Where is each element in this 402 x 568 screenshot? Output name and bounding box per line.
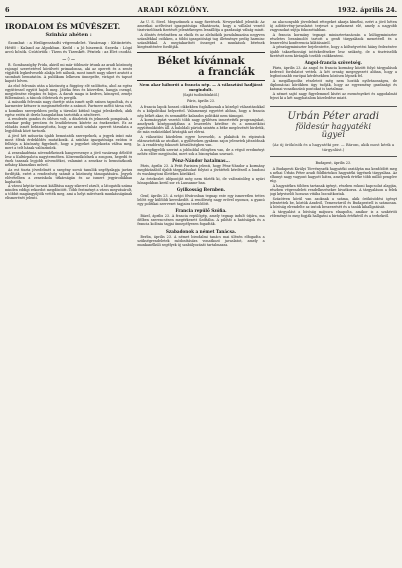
handwritten-headline bbox=[270, 106, 397, 158]
handwritten-line-2: földesúr hagyatéki bbox=[295, 121, 372, 131]
article-paragraph: A második felvonás nagy duettje után ismét nyílt színen tapsoltak, és a karmester kétszer is megismételtette a számot. Partnere méltó társa volt, a komikus szerepekben pedig a társulat kitűnő tagjai jeleskedtek, akik egész estén át derűs hangulatban tartották a nézőteret. bbox=[5, 100, 133, 117]
article-paragraph: A német sajtó nagy figyelemmel kíséri az eseményeket és aggodalmát fejezi ki a két nagyhatalom közeledése miatt. bbox=[269, 91, 397, 100]
article-paragraph: A jövő hét műsorán újabb bemutatók szerepelnek, a jegyek iránt már most élénk érdeklődés mutatkozik. A színház igazgatósága ezúton is felhívja a közönség figyelmét, hogy a jegyeket idejekorán váltsa meg, mert a telt házak valószínűek. bbox=[5, 134, 133, 151]
article-paragraph: A hagyatékra többen tartanak igényt, részben rokoni kapcsolat alapján, részben végrendeleti rendelkezésekre hivatkozva. A tárgyaláson a felek jogi képviselői hosszas vitába bocsátkoztak. bbox=[269, 184, 397, 197]
article-paragraph: A városi képtár tavaszi kiállítása nagy sikerrel zárult, a látogatók száma minden eddigi rekordot megdöntött. Több festményt a város megvásárolt, a többit magángyűjtők vették meg, ami a helyi művészek munkásságának elismerését jelenti. bbox=[5, 184, 133, 201]
article-paragraph: A francia lapok hosszú cikkekben foglalkoznak a közelgő választásokkal és a külpolitikai helyzettel. Valamennyi egyetért abban, hogy a francia nép békét akar, és semmiféle kalandos politikát nem támogat. bbox=[137, 105, 265, 118]
column-1 bbox=[5, 20, 132, 568]
article-deck: Nem akar háborút a francia nép. — A választási hadjárat megindult. bbox=[139, 81, 263, 92]
subheading: Gyilkosság Bernben. bbox=[176, 187, 226, 193]
theatre-program: Szombat : a Heiligenstadti végrendelet. Vasárnap : Kitüntetés. Hétfő : Kaland az Alpokban. Kedd : a Jó hiszemű. Szerda : Lógó arcú hősök. Csütörtök : Tízen és Tizenkét. Péntek : az Élet csodái. bbox=[5, 40, 133, 55]
subheading: Francia repülő Szófia. bbox=[175, 207, 227, 213]
article-byline: (Saját tudósítónktól.) bbox=[182, 93, 220, 98]
article-paragraph: Az első felvonás után a közönség a függöny elé szólította, ahol az egész együttessel együtt hajolt meg. Játéka friss és közvetlen, hangja csengő, megjelenése elegáns és bájos. A darab maga is kedves, könnyed, zenéje fülbemászó, a táncok ötletesek és pergők. bbox=[5, 83, 133, 100]
article-paragraph: Az U. S. Steel. Megszűnnek a nagy fizetések. Newyorkból jelentik: Az amerikai acéltröszt igazgatósága elhatározta, hogy a vállalat vezető tisztviselőinek fizetését jelentékenyen leszállítja a gazdasági válság miatt. bbox=[137, 20, 265, 33]
article-paragraph: A megfigyelők szerint a jobboldal előnyben van, de a végső eredményt nehéz előre megjósolni, mert sok a bizonytalan szavazó. bbox=[137, 147, 265, 156]
article-paragraph: B. Gombaszögby Frida, akiről mi már többször írtunk az aradi közönség rajongó szeretetével körülvett primadonna, aki az operett és a zenés vígjáték legkedvesebb alakja lett nálunk, most ismét nagy sikert aratott a szombati bemutatón. A publikum lelkesen ünnepelte, virágot és tapsot kapott bőven. bbox=[5, 62, 133, 84]
subheading: Angol-francia szövetség. bbox=[304, 59, 363, 65]
subheading: Pénz-Nándor hatalmas... bbox=[172, 157, 230, 163]
article-dateline: Budapest, április 23. bbox=[315, 161, 352, 166]
article-paragraph: A pénzügyminiszter bejelentette, hogy a költségvetési hiány fedezésére újabb takarékossági intézkedésekre lesz szükség, de a tisztviselők fizetését nem kívánják tovább csökkenteni. bbox=[269, 45, 397, 58]
article-paragraph: A választási küzdelem egyre hevesebb, a plakátok és röpiratok elárasztották az utcákat, a gyűléseken gyakran zajos jelenetek játszódnak le. A rendőrség fokozott készültségben van. bbox=[137, 134, 265, 148]
column-3 bbox=[270, 20, 397, 568]
handwritten-deck: (Az új örökösök és a hagyatéki per. — Bárom, akik most kérik a tárgyalást.) bbox=[272, 142, 395, 153]
article-paragraph: Az értekezlet időpontját még nem tűzték ki, de valószínűleg a nyári hónapokban kerül sor rá Lausanne-ban. bbox=[137, 177, 265, 186]
article-paragraph: A rendezés gondos és ízléses volt, a díszletek és jelmezek pompásak, a zenekar pedig precízen és lendületesen kísérte az énekeseket. Ez az előadás ismét bebizonyította, hogy az aradi színház operett társulata a legjobbak közé tartozik. bbox=[5, 117, 133, 134]
article-paragraph: A döntés értelmében az elnök és az alelnökök javadalmazása negyven százalékkal csökken, a többi igazgatósági tag illetménye pedig harminc százalékkal. A megtakarított összeget a munkások bérének kiegészítésére fordítják. bbox=[137, 32, 265, 49]
headline-line-1: Béket kívánnak bbox=[157, 55, 245, 67]
masthead-title: ARADI KÖZLÖNY. bbox=[137, 5, 210, 14]
page-number: 6 bbox=[5, 5, 10, 14]
article-paragraph: Páris, április 23. A Petit Parisien jelenti, hogy Pénz-Nándor a kormány megbízásából újabb tárgyalásokat folytat a jóvátételi kérdésről a londoni és washingtoni illetékes körökkel. bbox=[137, 164, 265, 177]
headline-block bbox=[137, 52, 264, 81]
article-paragraph: A zeneakadémia növendékeinek hangversenye a jövő vasárnap délelőtt lesz a Kultúrpalota nagytermében. Közreműködnek a zongora, hegedű és ének tanszak legjobb növendékei, valamint a zenekar is bemutatkozik néhány klasszikus művel. bbox=[5, 150, 133, 167]
article-paragraph: az alacsonyabb jövedelmű rétegeket akarja kímélni, ezért a jövő héten új adótörvény-javaslatot terjeszt a parlament elé, amely a nagyobb vagyonokat sújtja fokozottabban. bbox=[269, 20, 397, 33]
article-paragraph: A francia kormány tegnapi minisztertanácsán a külügyminiszter részletes beszámolót tartott a genfi tárgyalások menetéről és a leszerelési konferencia kilátásairól. bbox=[269, 32, 397, 45]
article-paragraph: A kormánypárt vezetői több nagy gyűlésen ismertették programjukat, amelynek középpontjában a leszerelés kérdése és a nemzetközi együttműködés áll. A baloldali pártok szintén a béke megőrzését hirdetik, de más eszközökkel kívánják azt elérni. bbox=[137, 118, 265, 135]
issue-date: 1932. április 24. bbox=[337, 5, 397, 14]
article-paragraph: Az est tiszta jövedelmét a szegény sorsú tanulók segélyalapja javára fordítják, ezért a rendezőség számít a közönség támogatására. Jegyek elővételben a zeneiskola titkárságán és az ismert jegyirodákban kaphatók. bbox=[5, 167, 133, 184]
article-dateline: Páris, április 23. bbox=[186, 99, 215, 104]
columns bbox=[5, 20, 397, 568]
article-paragraph: A megállapodás részleteit még nem hozták nyilvánosságra, de diplomáciai körökben úgy tudják, hogy az egyezmény gazdasági és katonai vonatkozású pontokat is tartalmaz. bbox=[269, 78, 397, 91]
article-paragraph: A Budapesti Királyi Törvényszék hagyatéki osztályán ma kezdődött meg a néhai Urbán Péter aradi földbirtokos hagyatéki ügyének tárgyalása. Az elhunyt nagy vagyont hagyott hátra, amelynek értéke több millió pengőre rúg. bbox=[269, 167, 397, 184]
article-paragraph: Bázel, április 23. A francia repülőgép, amely tegnap indult útjára, ma délben szerencsésen megérkezett Szófiába. A pilótát a hatóságok és a francia kolónia tagjai ünnepélyesen fogadták. bbox=[137, 214, 265, 227]
article-paragraph: Genf, április 23. A svájci fővárosban tegnap este egy ismeretlen tettes lelőtt egy külföldi kereskedőt. A rendőrség nagy erővel nyomoz, a gyanú egy politikai szervezet tagjaira terelődött. bbox=[137, 193, 265, 206]
article-paragraph: Százötven körül van azoknak a száma, akik örökösödési igényt jelentettek be, köztük Aradról, Temesvárról és Budapestről is számosan. A bíróság elrendelte az iratok beszerzését és a tanúk kihallgatását. bbox=[269, 196, 397, 209]
separator: — ◊ — bbox=[62, 55, 76, 61]
article-paragraph: Páris, április 23. Az angol és francia kormány között folyó tárgyalások kedvező fordulatot vettek. A két ország megegyezett abban, hogy a legfontosabb európai kérdésekben közösen lépnek fel. bbox=[269, 66, 397, 79]
handwritten-line-3: ügyei bbox=[321, 129, 346, 140]
subheading: Szabadonok a német Tanácsa. bbox=[165, 228, 237, 234]
page-header bbox=[5, 3, 397, 17]
article-paragraph: Berlin, április 23. A német birodalmi tanács mai ülésén elfogadta a szükségrendeletek módosítására vonatkozó javaslatot, amely a munkanélküli segélyek új szabályozását tartalmazza. bbox=[137, 235, 265, 248]
headline-line-2: a franciák bbox=[198, 66, 255, 78]
section-title: IRODALOM ÉS MŰVÉSZET. bbox=[5, 22, 121, 31]
article-paragraph: A tárgyalást a bíróság májusra elnapolta, amikor is a szakértői véleményt is meg fogják hallgatni a birtokok értékéről és a terhekről. bbox=[269, 209, 397, 218]
section-subtitle: Szinház ahéten : bbox=[45, 32, 92, 38]
handwritten-line-1: Urbán Péter aradi bbox=[287, 110, 380, 122]
column-2 bbox=[137, 20, 264, 568]
